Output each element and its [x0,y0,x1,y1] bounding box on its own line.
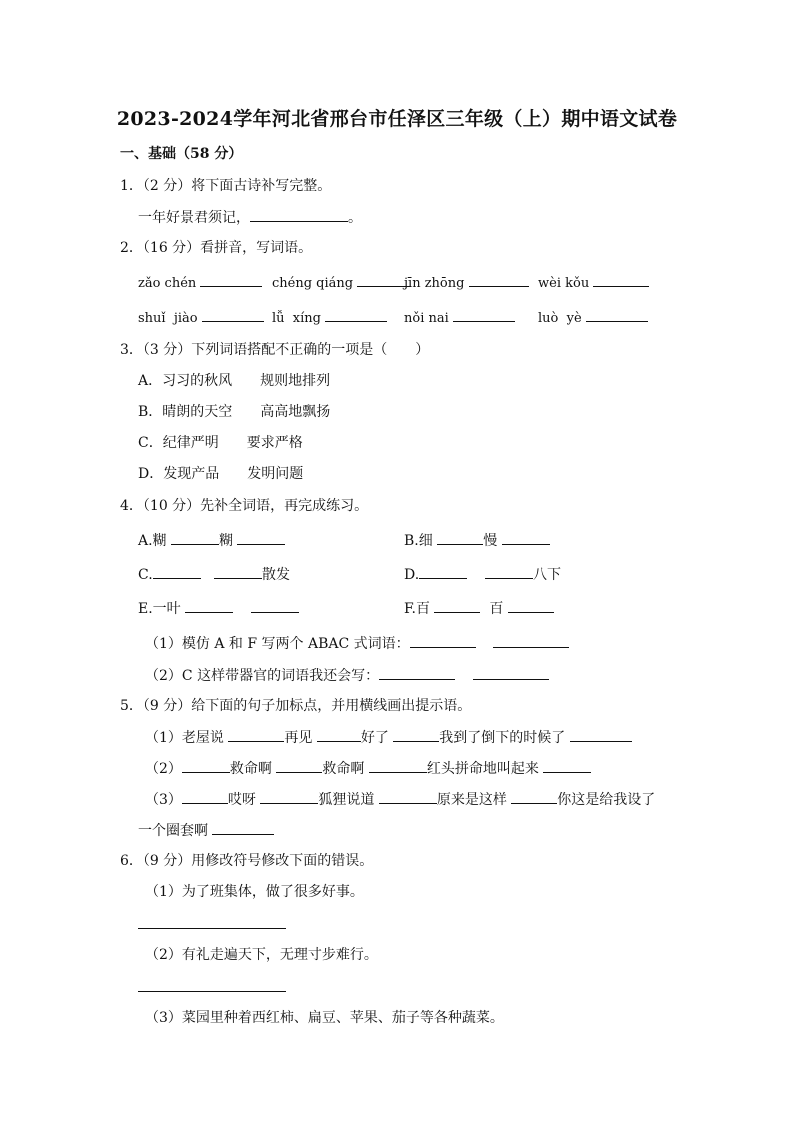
word-part: 百 [489,601,504,617]
sentence-part: （3） [145,792,182,808]
pinyin-item [138,307,264,329]
option-d[interactable] [138,464,303,484]
sentence-part: （1）老屋说 [145,730,224,746]
word-item-f [404,598,554,619]
sentence-part: 狐狸说道 [318,792,375,808]
option-pair: 发明问题 [247,466,304,482]
question-3-stem: 3．（3 分）下列词语搭配不正确的一项是（ ） [120,342,430,358]
answer-blank[interactable] [419,564,467,579]
question-1-line [138,207,362,228]
option-b[interactable] [138,402,330,422]
poem-line: 一年好景君须记， [138,210,250,226]
word-part: F.百 [404,601,430,617]
option-pair: 要求严格 [246,435,303,451]
pinyin-item [272,307,387,329]
word-part: 散发 [262,567,291,583]
question-5-sentence-2 [145,758,591,779]
answer-blank[interactable] [250,207,348,222]
answer-line[interactable] [138,991,286,992]
answer-blank[interactable] [202,307,264,322]
word-item-b [404,530,550,551]
pinyin-item [404,307,515,329]
sentence-part: 一个圈套啊 [138,823,208,839]
option-label: B．晴朗的天空 [138,404,233,420]
sentence-part: 救命啊 [322,761,365,777]
pinyin-item [538,272,649,294]
sentence-part: 红头拼命地叫起来 [426,761,539,777]
option-label: C．纪律严明 [138,435,219,451]
sub-question-text: （1）模仿 A 和 F 写两个 ABAC 式词语： [145,636,410,652]
pinyin-text: nǒi nai [404,311,449,326]
exam-title: 2023-2024学年河北省邢台市任泽区三年级（上）期中语文试卷 [116,108,678,130]
answer-blank[interactable] [237,530,285,545]
answer-blank[interactable] [473,665,549,680]
answer-blank[interactable] [182,789,228,804]
answer-blank[interactable] [325,307,387,322]
answer-blank[interactable] [369,758,427,773]
pinyin-text: wèi kǒu [538,276,590,291]
section-heading: 一、基础（58 分） [120,146,243,162]
question-1-stem: 1．（2 分）将下面古诗补写完整。 [120,178,332,194]
answer-blank[interactable] [214,564,262,579]
answer-blank[interactable] [453,307,515,322]
word-part: 八下 [533,567,561,583]
answer-blank[interactable] [185,598,233,613]
option-c[interactable] [138,433,303,453]
sentence-part: 好了 [360,730,389,746]
question-4-sub1 [145,633,569,654]
pinyin-item [404,272,529,294]
sentence-part: （2） [145,761,182,777]
option-label: D．发现产品 [138,466,220,482]
word-item-c [138,564,290,585]
option-pair: 规则地排列 [260,373,331,389]
answer-blank[interactable] [586,307,648,322]
answer-blank[interactable] [153,564,201,579]
answer-blank[interactable] [379,665,455,680]
question-5-sentence-3 [145,789,655,810]
answer-blank[interactable] [410,633,476,648]
answer-blank[interactable] [251,598,299,613]
answer-blank[interactable] [570,727,632,742]
answer-blank[interactable] [276,758,322,773]
word-part: C. [138,567,153,583]
answer-blank[interactable] [469,272,529,287]
answer-blank[interactable] [508,598,554,613]
pinyin-text: zǎo chén [138,276,197,291]
answer-blank[interactable] [212,820,274,835]
question-6-sentence-3: （3）菜园里种着西红柿、扁豆、苹果、茄子等各种蔬菜。 [145,1010,504,1026]
word-part: D. [404,567,420,583]
sentence-part: 再见 [284,730,313,746]
answer-blank[interactable] [543,758,591,773]
pinyin-text: jīn zhōng [404,276,465,291]
word-item-d [404,564,561,585]
answer-blank[interactable] [493,633,569,648]
question-5-sentence-1 [145,727,632,748]
pinyin-item [138,272,262,294]
word-item-e [138,598,299,619]
question-4-stem: 4．（10 分）先补全词语，再完成练习。 [120,498,369,514]
answer-line[interactable] [138,928,286,929]
word-part: 糊 [219,533,234,549]
sentence-part: 原来是这样 [436,792,507,808]
option-label: A．习习的秋风 [138,373,233,389]
answer-blank[interactable] [393,727,439,742]
word-part: 慢 [483,533,498,549]
answer-blank[interactable] [228,727,284,742]
pinyin-text: chéng qiáng [272,276,354,291]
question-4-sub2 [145,665,549,686]
question-2-stem: 2．（16 分）看拼音，写词语。 [120,240,313,256]
sentence-part: 你这是给我设了 [557,792,656,808]
pinyin-text: lǚ xíng [272,311,321,326]
answer-blank[interactable] [434,598,480,613]
answer-blank[interactable] [593,272,649,287]
answer-blank[interactable] [200,272,262,287]
answer-blank[interactable] [182,758,230,773]
option-a[interactable] [138,371,330,391]
pinyin-item [538,307,648,329]
word-part: B.细 [404,533,433,549]
option-pair: 高高地飘扬 [260,404,331,420]
pinyin-text: shuǐ jiào [138,311,198,326]
answer-blank[interactable] [317,727,361,742]
answer-blank[interactable] [437,530,483,545]
sentence-part: 救命啊 [229,761,272,777]
word-part: E.一叶 [138,601,181,617]
question-6-stem: 6．（9 分）用修改符号修改下面的错误。 [120,853,374,869]
answer-blank[interactable] [171,530,219,545]
answer-blank[interactable] [260,789,318,804]
sentence-part: 我到了倒下的时候了 [439,730,566,746]
question-6-sentence-2: （2）有礼走遍天下，无理寸步难行。 [145,947,378,963]
word-item-a [138,530,285,551]
answer-blank[interactable] [485,564,533,579]
answer-blank[interactable] [502,530,550,545]
pinyin-item [272,272,411,294]
poem-end: 。 [348,210,362,226]
pinyin-text: luò yè [538,311,582,326]
sentence-part: 哎呀 [227,792,256,808]
word-part: A.糊 [138,533,167,549]
question-5-stem: 5．（9 分）给下面的句子加标点，并用横线画出提示语。 [120,698,472,714]
question-6-sentence-1: （1）为了班集体，做了很多好事。 [145,884,364,900]
sub-question-text: （2）C 这样带器官的词语我还会写： [145,668,380,684]
question-5-sentence-3-cont [138,820,274,841]
answer-blank[interactable] [379,789,437,804]
answer-blank[interactable] [511,789,557,804]
